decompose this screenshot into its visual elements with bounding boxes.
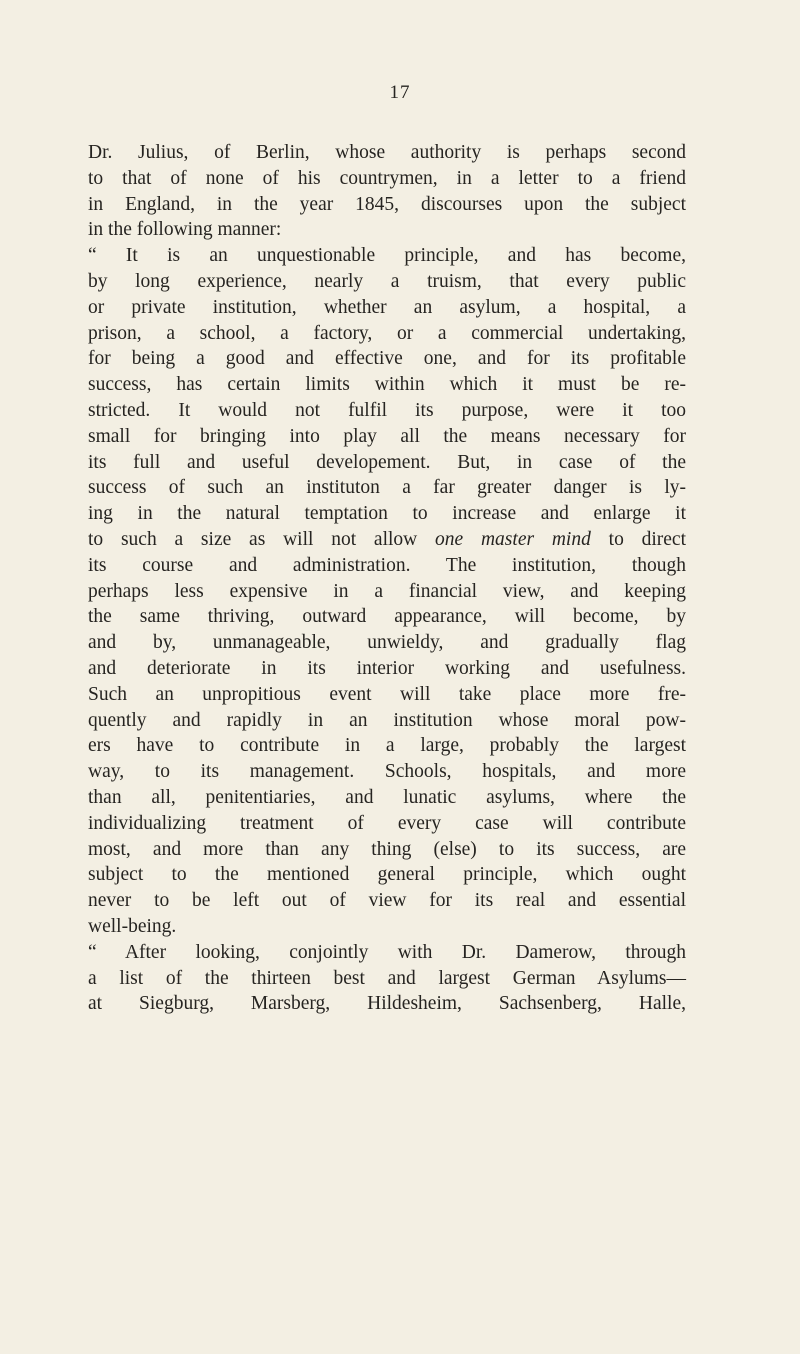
text-line: the same thriving, outward appearance, will become, by: [88, 606, 686, 628]
text-line: by long experience, nearly a truism, that every public: [88, 270, 686, 292]
text-line: for being a good and effective one, and for its profitable: [88, 348, 686, 370]
body-text: [88, 140, 686, 1017]
text-line: or private institution, whether an asylum, a hospital, a: [88, 296, 686, 318]
text-line: way, to its management. Schools, hospitals, and more: [88, 761, 686, 783]
text-line: a list of the thirteen best and largest German Asylums—: [88, 967, 686, 989]
text-line: stricted. It would not fulfil its purpose, were it too: [88, 399, 686, 421]
text-line: prison, a school, a factory, or a commercial undertaking,: [88, 322, 686, 344]
text-line: Such an unpropitious event will take place more fre-: [88, 683, 686, 705]
text-line: well-being.: [88, 915, 177, 937]
text-line: “ After looking, conjointly with Dr. Damerow, through: [88, 941, 686, 963]
text-line: at Siegburg, Marsberg, Hildesheim, Sachsenberg, Halle,: [88, 993, 686, 1015]
text-line: in the following manner:: [88, 219, 282, 241]
text-line: success, has certain limits within which it must be re-: [88, 374, 686, 396]
text-line: most, and more than any thing (else) to its success, are: [88, 838, 686, 860]
page-number: 17: [389, 82, 411, 103]
text-line: in England, in the year 1845, discourses upon the subject: [88, 193, 686, 215]
text-segment: to direct: [590, 528, 686, 550]
text-line: success of such an instituton a far greater danger is ly-: [88, 477, 686, 499]
text-line: and by, unmanageable, unwieldy, and gradually flag: [88, 632, 686, 654]
text-line: “ It is an unquestionable principle, and has become,: [88, 245, 686, 267]
text-line: Dr. Julius, of Berlin, whose authority is perhaps second: [88, 142, 686, 163]
text-line: than all, penitentiaries, and lunatic asylums, where the: [88, 786, 686, 808]
text-line: its course and administration. The institution, though: [88, 554, 686, 576]
text-line: and deteriorate in its interior working and usefulness.: [88, 657, 686, 679]
text-line: ing in the natural temptation to increase and enlarge it: [88, 503, 686, 525]
text-line: small for bringing into play all the means necessary for: [88, 425, 686, 447]
text-line: ers have to contribute in a large, probably the largest: [88, 735, 686, 757]
text-line: quently and rapidly in an institution whose moral pow-: [88, 709, 686, 731]
text-segment: to such a size as will not allow: [88, 528, 436, 550]
text-line: individualizing treatment of every case will contribute: [88, 812, 686, 834]
text-line: never to be left out of view for its real and essential: [88, 890, 686, 912]
italic-phrase: one master mind: [435, 528, 591, 550]
text-line-with-italic: [88, 527, 686, 553]
text-line: its full and useful developement. But, in case of the: [88, 451, 686, 473]
text-line: subject to the mentioned general principle, which ought: [88, 864, 686, 886]
text-line: to that of none of his countrymen, in a letter to a friend: [88, 167, 686, 189]
text-line: perhaps less expensive in a financial view, and keeping: [88, 580, 686, 602]
